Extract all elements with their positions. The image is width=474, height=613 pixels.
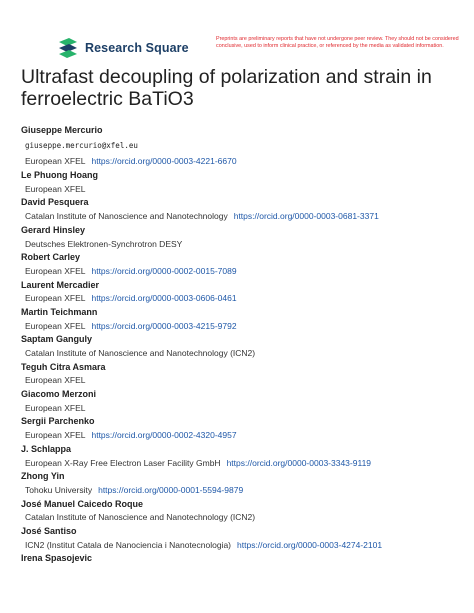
orcid-link[interactable]: https://orcid.org/0000-0003-4215-9792 (91, 320, 237, 331)
author-entry (21, 279, 471, 306)
affiliation-text: European XFEL (25, 402, 86, 413)
author-entry (21, 498, 471, 525)
affiliation-text: European XFEL (25, 375, 86, 386)
author-affiliation (21, 265, 471, 278)
author-affiliation (21, 238, 471, 251)
author-entry (21, 415, 471, 442)
author-entry (21, 169, 471, 196)
author-entry (21, 333, 471, 360)
author-affiliation (21, 320, 471, 333)
author-entry (21, 470, 471, 497)
logo-text: Research Square (85, 41, 189, 55)
author-entry (21, 388, 471, 415)
author-name: Le Phuong Hoang (21, 170, 98, 181)
author-affiliation (21, 210, 471, 223)
affiliation-text: European XFEL (25, 430, 86, 441)
affiliation-text: ICN2 (Institut Catala de Nanociencia i Nanotecnologia) (25, 539, 232, 550)
author-entry (21, 196, 471, 223)
orcid-link[interactable]: https://orcid.org/0000-0001-5594-9879 (98, 484, 244, 495)
author-name: David Pesquera (21, 197, 89, 208)
author-entry (21, 124, 471, 169)
author-entry (21, 552, 471, 565)
author-name: Giacomo Merzoni (21, 389, 97, 400)
affiliation-text: European XFEL (25, 293, 86, 304)
author-name: Zhong Yin (21, 471, 65, 482)
author-name: Martin Teichmann (21, 306, 98, 317)
orcid-link[interactable]: https://orcid.org/0000-0003-3343-9119 (226, 457, 372, 468)
author-name: Laurent Mercadier (21, 279, 100, 290)
affiliation-text: European XFEL (25, 265, 86, 276)
author-name: José Manuel Caicedo Roque (21, 498, 144, 509)
orcid-link[interactable]: https://orcid.org/0000-0002-0015-7089 (91, 265, 237, 276)
author-name: J. Schlappa (21, 443, 72, 454)
affiliation-text: Catalan Institute of Nanoscience and Nanotechnology (ICN2) (25, 348, 256, 358)
author-name: Saptam Ganguly (21, 334, 93, 345)
orcid-link[interactable]: https://orcid.org/0000-0002-4320-4957 (91, 430, 237, 441)
author-entry (21, 525, 471, 552)
affiliation-text: Tohoku University (25, 484, 93, 495)
author-affiliation (21, 539, 471, 552)
author-name: Giuseppe Mercurio (21, 124, 103, 135)
affiliation-text: Deutsches Elektronen-Synchrotron DESY (25, 238, 183, 249)
author-affiliation (21, 374, 471, 387)
author-email[interactable]: giuseppe.mercurio@xfel.eu (25, 140, 138, 150)
orcid-link[interactable]: https://orcid.org/0000-0003-0606-0461 (91, 293, 237, 304)
author-affiliation (21, 402, 471, 415)
author-affiliation (21, 183, 471, 196)
author-entry (21, 306, 471, 333)
author-affiliation (21, 484, 471, 497)
research-square-logo[interactable] (57, 37, 189, 59)
author-entry (21, 251, 471, 278)
author-entry (21, 443, 471, 470)
affiliation-text: Catalan Institute of Nanoscience and Nanotechnology (ICN2) (25, 512, 256, 523)
preprint-notice: Preprints are preliminary reports that have not undergone peer review. They should not be considered conclusive, used to inform clinical practice, or referenced by the media as validated information. (216, 36, 459, 50)
orcid-link[interactable]: https://orcid.org/0000-0003-4221-6670 (91, 156, 237, 167)
author-entry (21, 224, 471, 251)
author-affiliation (21, 457, 471, 470)
paper-title: Ultrafast decoupling of polarization and strain in ferroelectric BaTiO3 (21, 66, 432, 110)
affiliation-text: European XFEL (25, 183, 86, 194)
author-list (21, 123, 471, 565)
author-name: Teguh Citra Asmara (21, 361, 106, 372)
author-affiliation (21, 429, 471, 442)
author-name: Gerard Hinsley (21, 224, 86, 235)
author-affiliation (21, 155, 471, 168)
author-name: Robert Carley (21, 252, 81, 263)
affiliation-text: European XFEL (25, 320, 86, 331)
author-name: Irena Spasojevic (21, 553, 93, 564)
author-name: José Santiso (21, 525, 77, 536)
research-square-logo-icon (57, 38, 79, 58)
author-entry (21, 361, 471, 388)
author-name: Sergii Parchenko (21, 416, 95, 427)
orcid-link[interactable]: https://orcid.org/0000-0003-4274-2101 (237, 539, 383, 550)
author-affiliation (21, 347, 471, 360)
affiliation-text: European X-Ray Free Electron Laser Facility GmbH (25, 457, 221, 468)
author-affiliation (21, 511, 471, 524)
affiliation-text: Catalan Institute of Nanoscience and Nanotechnology (25, 211, 228, 222)
author-affiliation (21, 292, 471, 305)
orcid-link[interactable]: https://orcid.org/0000-0003-0681-3371 (233, 211, 379, 222)
affiliation-text: European XFEL (25, 156, 86, 167)
